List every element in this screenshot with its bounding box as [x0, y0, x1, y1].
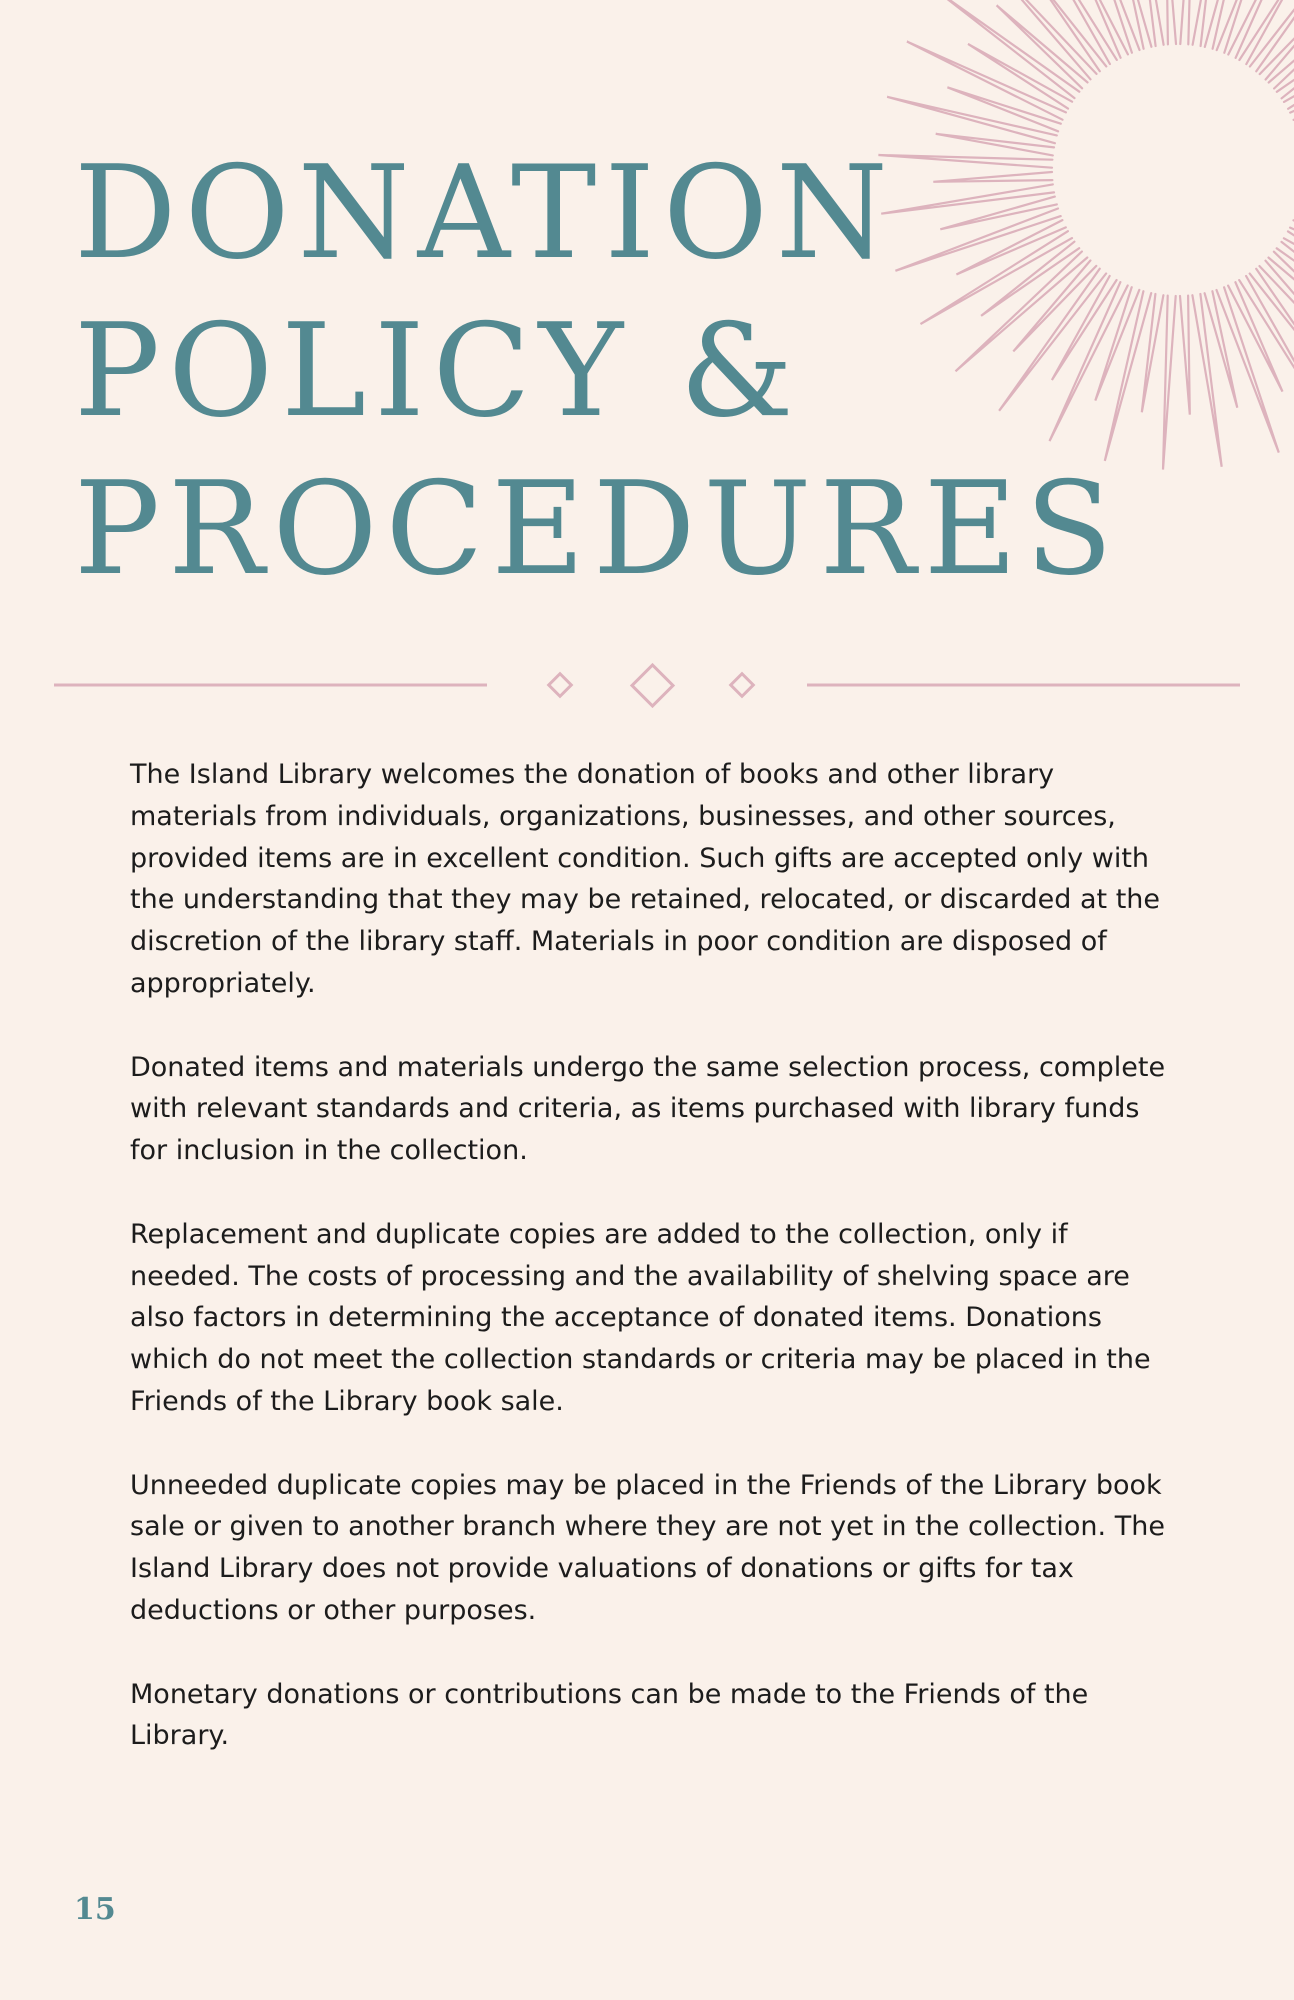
paragraph-5: Monetary donations or contributions can be made to the Friends of the Library. [130, 1678, 1089, 1752]
paragraph-3: Replacement and duplicate copies are added to the collection, only if needed. The costs of processing and the availability of shelving space are also factors in determining the acceptance of donated items. Donations which do not meet the collection standards or criteria may be placed in the Friends of the Library book sale. [130, 1218, 1151, 1417]
page-title [74, 135, 1121, 609]
sunburst-ray [968, 44, 1072, 109]
policy-body [130, 754, 1170, 1799]
sunburst-ray [1205, 0, 1251, 49]
sunburst-ray [1269, 0, 1294, 89]
sunburst-ray [1192, 294, 1221, 467]
sunburst-ray [1142, 294, 1164, 412]
sunburst-ray [1250, 0, 1294, 71]
sunburst-ray [1166, 0, 1176, 44]
title-line-1: DONATION [74, 139, 896, 288]
paragraph-4: Unneeded duplicate copies may be placed in the Friends of the Library book sale or given to another branch where they are not yet in the collection. The Island Library does not provide valuations of donations or gifts for tax deductions or other purposes. [130, 1469, 1165, 1626]
diamond-divider [0, 650, 1294, 720]
sunburst-ray [1290, 66, 1294, 120]
sunburst-ray [1205, 291, 1238, 408]
sunburst-ray [1032, 0, 1106, 71]
sunburst-ray [1180, 296, 1190, 415]
sunburst-ray [947, 87, 1060, 131]
sunburst-ray [1193, 0, 1215, 46]
sunburst-ray [937, 0, 1079, 98]
sunburst-ray [997, 5, 1088, 88]
sunburst-ray [1260, 261, 1294, 393]
sunburst-ray [907, 42, 1066, 120]
sunburst-ray [1250, 269, 1294, 367]
divider-diamond-left [549, 674, 572, 697]
sunburst-ray [977, 0, 1097, 79]
divider-diamond-center [632, 665, 673, 706]
sunburst-ray [1228, 282, 1282, 391]
sunburst-ray [1163, 296, 1176, 470]
title-line-3: PROCEDURES [74, 455, 1121, 604]
sunburst-ray [1290, 220, 1294, 298]
sunburst-ray [1260, 0, 1294, 80]
sunburst-ray [1269, 252, 1294, 335]
sunburst-ray [1239, 276, 1294, 428]
sunburst-ray [1134, 0, 1163, 46]
sunburst-ray [1074, 0, 1128, 58]
sunburst-ray [1024, 0, 1117, 64]
paragraph-2: Donated items and materials undergo the same selection process, complete with relevant standards and criteria, as items purchased with library funds for inclusion in the collection. [130, 1051, 1166, 1167]
sunburst-ray [1228, 0, 1294, 58]
sunburst-ray [1180, 0, 1193, 44]
sunburst-ray [1277, 242, 1294, 349]
page-number: 15 [74, 1892, 116, 1927]
sunburst-ray [1284, 16, 1294, 109]
sunburst-ray [1217, 0, 1261, 53]
title-line-2: POLICY & [74, 297, 802, 446]
sunburst-ray [1077, 0, 1139, 53]
divider-diamond-right [731, 674, 754, 697]
sunburst-ray [1239, 0, 1294, 64]
sunburst-ray [1284, 231, 1294, 296]
paragraph-1: The Island Library welcomes the donation of books and other library materials from individuals, organizations, businesses, and other sources, provided items are in excellent condition. Such gifts are accepted only with the understanding that they may be retained, relocated, or discarded at the discretion of the library staff. Materials in poor condition are disposed of appropriately. [130, 759, 1161, 999]
sunburst-ray [1277, 24, 1294, 98]
sunburst-ray [1119, 0, 1152, 49]
sunburst-ray [1217, 287, 1279, 452]
